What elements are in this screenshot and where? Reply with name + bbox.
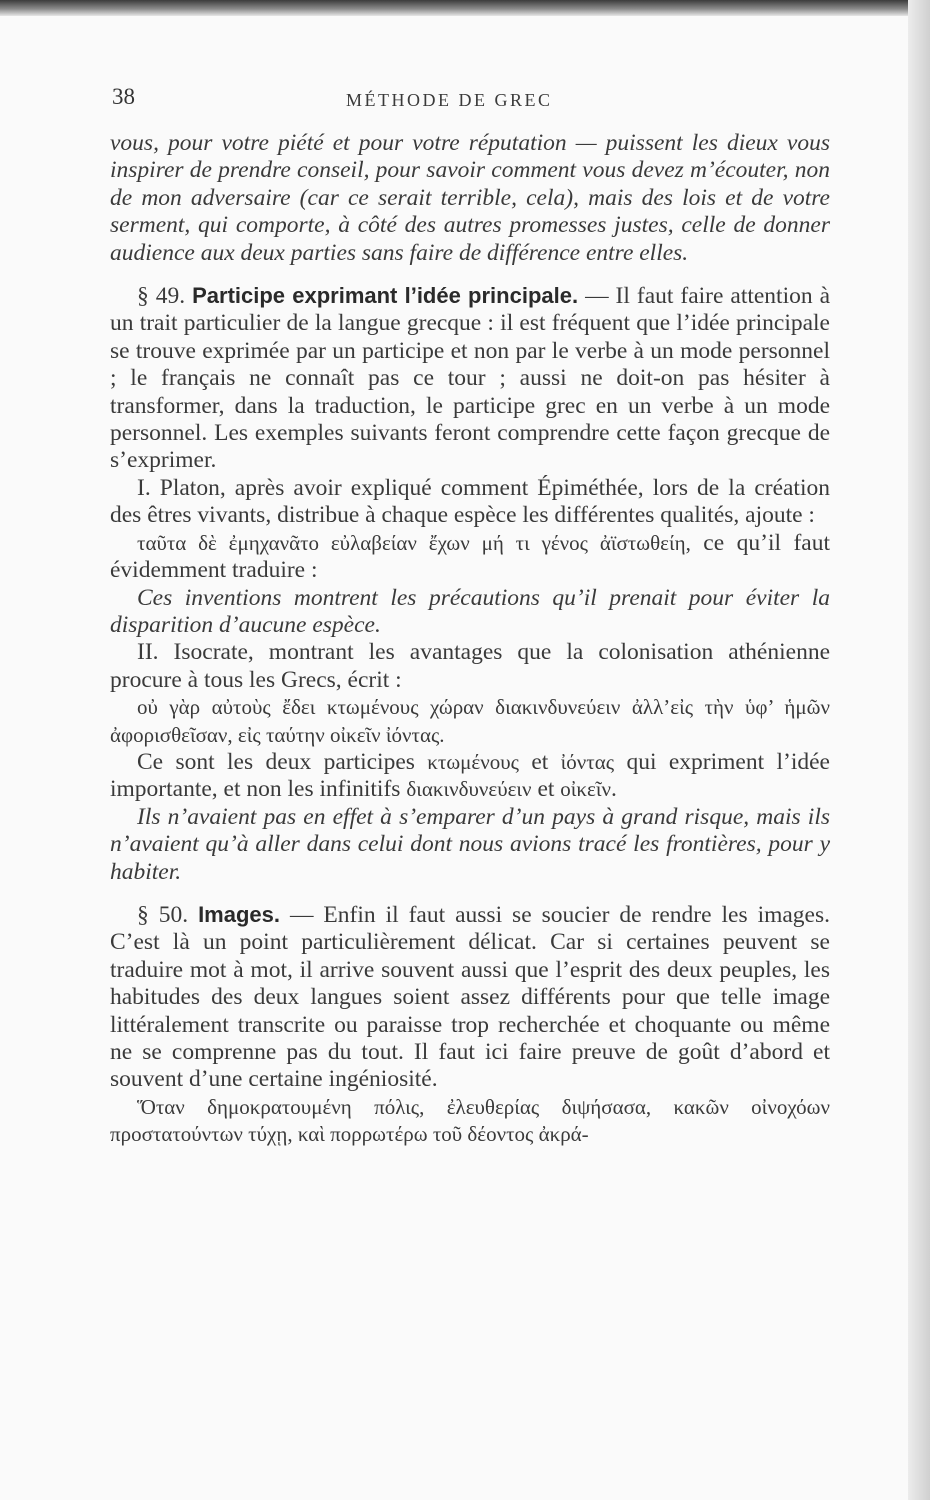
example-1-intro: I. Platon, après avoir expliqué comment Épiméthée, lors de la création des êtres vivants, distribue à chaque espèce les différentes qualités, ajoute : [110, 474, 830, 529]
running-title: MÉTHODE DE GREC [346, 90, 553, 110]
page-top-edge [0, 0, 930, 16]
section-49-title: Participe exprimant l’idée principale. [192, 283, 579, 309]
comment-text: et [518, 748, 561, 775]
section-49 [110, 282, 830, 475]
example-2-comment [110, 749, 830, 804]
section-50-number: § 50. [137, 901, 189, 928]
example-2-intro: II. Isocrate, montrant les avantages que la colonisation athénienne procure à tous les Grecs, écrit : [110, 639, 830, 693]
greek-word: ἰόντας [560, 749, 615, 774]
greek-word: διακινδυνεύειν [406, 777, 532, 802]
example-1-translation: Ces inventions montrent les précautions qu’il prenait pour éviter la disparition d’aucune espèce. [110, 584, 830, 638]
page-number: 38 [112, 84, 135, 109]
example-1-greek-line [110, 530, 830, 585]
section-49-number: § 49. [137, 283, 186, 310]
paragraph-continuation: vous, pour votre piété et pour votre réputation — puissent les dieux vous inspirer de prendre conseil, pour savoir comment vous devez m’écouter, non de mon adversaire (car ce serait terrible, cela), mais des lois et de votre serment, qui comporte, à côté des autres promesses justes, celle de donner audience aux deux parties sans faire de différence entre elles. [110, 130, 830, 266]
page-gutter [908, 0, 930, 1500]
greek-word: οἰκεῖν [560, 777, 611, 802]
comment-text: . [610, 776, 617, 803]
section-50-title: Images. [198, 901, 280, 927]
comment-text: et [531, 776, 561, 803]
final-greek-quote: Ὅταν δημοκρατουμένη πόλις, ἐλευθερίας διψήσασα, κακῶν οἰνοχόων προστατούντων τύχῃ, καὶ πορρωτέρω τοῦ δέοντος ἀκρά- [110, 1094, 830, 1147]
example-2-greek: οὐ γὰρ αὐτοὺς ἔδει κτωμένους χώραν διακινδυνεύειν ἀλλ’εἰς τὴν ὑφ’ ἡμῶν ἀφορισθεῖσαν, εἰς ταύτην οἰκεῖν ἰόντας. [110, 695, 830, 747]
comment-text: Ce sont les deux participes [137, 748, 428, 775]
section-49-body: — Il faut faire attention à un trait particulier de la langue grecque : il est fréquent que l’idée principale se trouve exprimée par un participe et non par le verbe à un mode personnel ; le français ne connaît pas ce tour ; aussi ne doit-on pas hésiter à transformer, dans la traduction, le participe grec en un verbe à un mode personnel. Les exemples suivants feront comprendre cette façon grecque de s’exprimer. [110, 283, 831, 474]
example-2-translation: Ils n’avaient pas en effet à s’emparer d’un pays à grand risque, mais ils n’avaient qu’à aller dans celui dont nous avions tracé les frontières, pour y habiter. [110, 803, 830, 885]
section-50 [110, 901, 830, 1094]
example-1-after: ce qu’il faut évidemment traduire : [110, 529, 830, 584]
example-1-greek: ταῦτα δὲ ἐμηχανᾶτο εὐλαβείαν ἔχων μή τι γένος ἀϊστωθείη, [137, 530, 691, 555]
page-body [110, 130, 830, 1149]
comment-text: qui expriment l’idée importante, et non les infinitifs [110, 748, 830, 803]
section-50-body: — Enfin il faut aussi se soucier de rendre les images. C’est là un point particulièrement délicat. Car si certaines peuvent se traduire mot à mot, il arrive souvent aussi que l’esprit des deux peuples, les habitudes des deux langues soient assez différents pour que telle image littéralement transcrite ou paraisse trop recherchée et choquante ou même ne se comprenne pas du tout. Il faut ici faire preuve de goût d’abord et souvent d’une certaine ingéniosité. [110, 901, 831, 1093]
greek-word: κτωμένους [427, 749, 519, 774]
